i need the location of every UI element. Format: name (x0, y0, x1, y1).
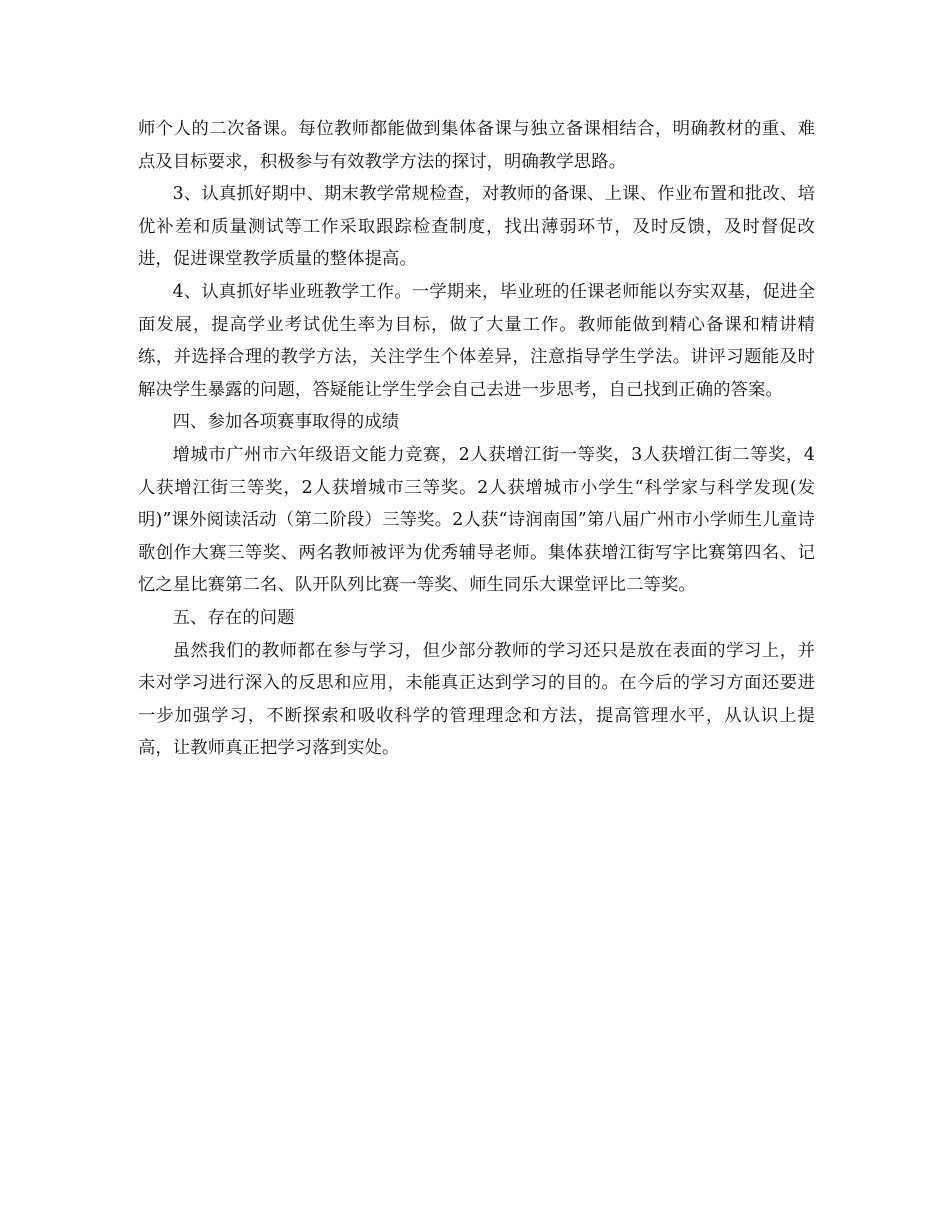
paragraph-continuation: 师个人的二次备课。每位教师都能做到集体备课与独立备课相结合，明确教材的重、难点及目标要求，积极参与有效教学方法的探讨，明确教学思路。 (138, 119, 815, 172)
section-heading-problems: 五、存在的问题 (172, 607, 295, 628)
paragraph-item-4: 4、认真抓好毕业班教学工作。一学期来，毕业班的任课老师能以夯实双基，促进全面发展，提高学业考试优生率为目标，做了大量工作。教师能做到精心备课和精讲精练，并选择合理的教学方法，关注学生个体差异，注意指导学生学法。讲评习题能及时解决学生暴露的问题，答疑能让学生学会自己去进一步思考，自己找到正确的答案。 (138, 281, 815, 400)
section-heading-achievements: 四、参加各项赛事取得的成绩 (172, 412, 400, 433)
paragraph-achievements: 增城市广州市六年级语文能力竞赛，2人获增江街一等奖，3人获增江街二等奖，4人获增江街三等奖，2人获增城市三等奖。2人获增城市小学生“科学家与科学发现(发明)”课外阅读活动（第二阶段）三等奖。2人获“诗润南国”第八届广州市小学师生儿童诗歌创作大赛三等奖、两名教师被评为优秀辅导老师。集体获增江街写字比赛第四名、记忆之星比赛第二名、队开队列比赛一等奖、师生同乐大课堂评比二等奖。 (138, 444, 815, 596)
document-body (138, 113, 815, 765)
paragraph-problems: 虽然我们的教师都在参与学习，但少部分教师的学习还只是放在表面的学习上，并未对学习进行深入的反思和应用，未能真正达到学习的目的。在今后的学习方面还要进一步加强学习，不断探索和吸收科学的管理理念和方法，提高管理水平，从认识上提高，让教师真正把学习落到实处。 (138, 640, 815, 759)
paragraph-item-3: 3、认真抓好期中、期末教学常规检查，对教师的备课、上课、作业布置和批改、培优补差和质量测试等工作采取跟踪检查制度，找出薄弱环节，及时反馈，及时督促改进，促进课堂教学质量的整体提高。 (138, 184, 815, 270)
